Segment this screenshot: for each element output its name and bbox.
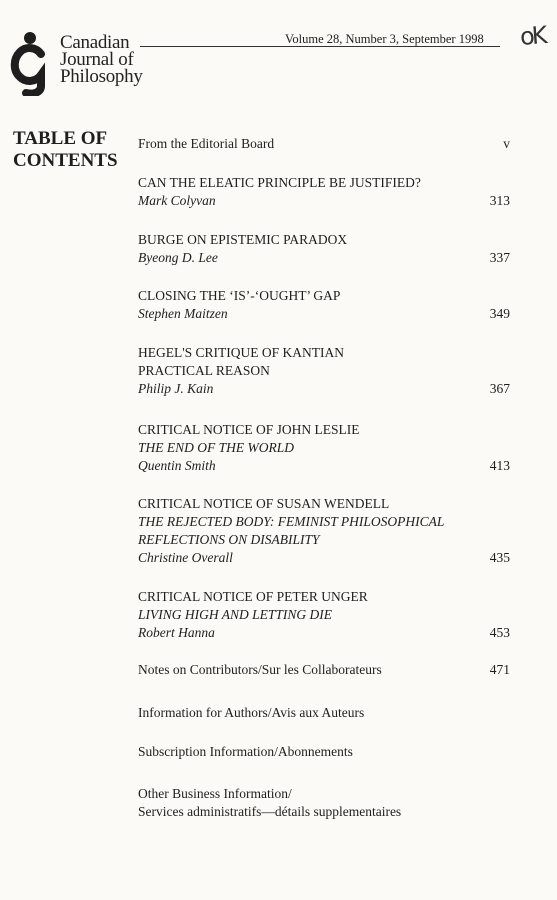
entry-page: 337: [489, 250, 510, 265]
logo-wordmark: [60, 34, 143, 85]
entry-book-title-line-2: REFLECTIONS ON DISABILITY: [138, 532, 320, 547]
entry-page: 435: [489, 550, 510, 565]
toc-entry-contributors[interactable]: [138, 661, 510, 679]
toc-entry-subscription[interactable]: [138, 743, 510, 761]
toc-entry-article[interactable]: [138, 231, 510, 267]
entry-title: CAN THE ELEATIC PRINCIPLE BE JUSTIFIED?: [138, 175, 421, 190]
entry-title-line-2: PRACTICAL REASON: [138, 363, 270, 378]
volume-info: Volume 28, Number 3, September 1998: [285, 32, 484, 46]
entry-title: CRITICAL NOTICE OF SUSAN WENDELL: [138, 496, 390, 511]
toc-entry-editorial[interactable]: [138, 135, 510, 153]
logo-line-2: Journal of: [60, 49, 134, 70]
entry-title: Notes on Contributors/Sur les Collaborateurs: [138, 662, 382, 677]
entry-author: Christine Overall: [138, 550, 233, 565]
entry-author: Byeong D. Lee: [138, 250, 218, 265]
logo-line-3: Philosophy: [60, 66, 143, 87]
entry-title: Subscription Information/Abonnements: [138, 744, 353, 759]
entry-page: 313: [489, 193, 510, 208]
entry-title-line-1: Other Business Information/: [138, 786, 292, 801]
entry-author: Mark Colyvan: [138, 193, 216, 208]
entry-title: CLOSING THE ‘IS’-‘OUGHT’ GAP: [138, 288, 341, 303]
entry-title: From the Editorial Board: [138, 136, 275, 151]
entry-title-line-1: HEGEL'S CRITIQUE OF KANTIAN: [138, 345, 345, 360]
toc-entry-critical-notice[interactable]: [138, 495, 510, 567]
entry-page: 453: [489, 625, 510, 640]
entry-page: 349: [489, 306, 510, 321]
logo-line-1: Canadian: [60, 32, 130, 53]
toc-entry-article[interactable]: [138, 287, 510, 323]
entry-title: CRITICAL NOTICE OF PETER UNGER: [138, 589, 368, 604]
toc-heading: [13, 128, 118, 172]
toc-entry-authors-info[interactable]: [138, 704, 510, 722]
entry-book-title-line-1: THE REJECTED BODY: FEMINIST PHILOSOPHICAL: [138, 514, 445, 529]
toc-entry-business-info[interactable]: [138, 785, 510, 821]
toc-entry-article[interactable]: [138, 174, 510, 210]
entry-author: Stephen Maitzen: [138, 306, 228, 321]
entry-page: 471: [489, 662, 510, 677]
toc-heading-line-1: TABLE OF: [13, 128, 108, 149]
cjp-logo-mark: [4, 26, 62, 96]
toc-entry-critical-notice[interactable]: [138, 588, 510, 642]
toc-entry-critical-notice[interactable]: [138, 421, 510, 475]
entry-title: CRITICAL NOTICE OF JOHN LESLIE: [138, 422, 360, 437]
entry-title: BURGE ON EPISTEMIC PARADOX: [138, 232, 348, 247]
toc-entry-article[interactable]: [138, 344, 510, 398]
entry-page: 367: [489, 381, 510, 396]
entry-title: Information for Authors/Avis aux Auteurs: [138, 705, 365, 720]
entry-title-line-2: Services administratifs—détails supplementaires: [138, 804, 402, 819]
handwritten-mark: oK: [519, 21, 546, 51]
entry-author: Robert Hanna: [138, 625, 215, 640]
entry-book-title: LIVING HIGH AND LETTING DIE: [138, 607, 333, 622]
entry-author: Philip J. Kain: [138, 381, 214, 396]
entry-page: v: [503, 136, 510, 151]
entry-book-title: THE END OF THE WORLD: [138, 440, 295, 455]
entry-page: 413: [489, 458, 510, 473]
toc-heading-line-2: CONTENTS: [13, 150, 118, 171]
entry-author: Quentin Smith: [138, 458, 216, 473]
